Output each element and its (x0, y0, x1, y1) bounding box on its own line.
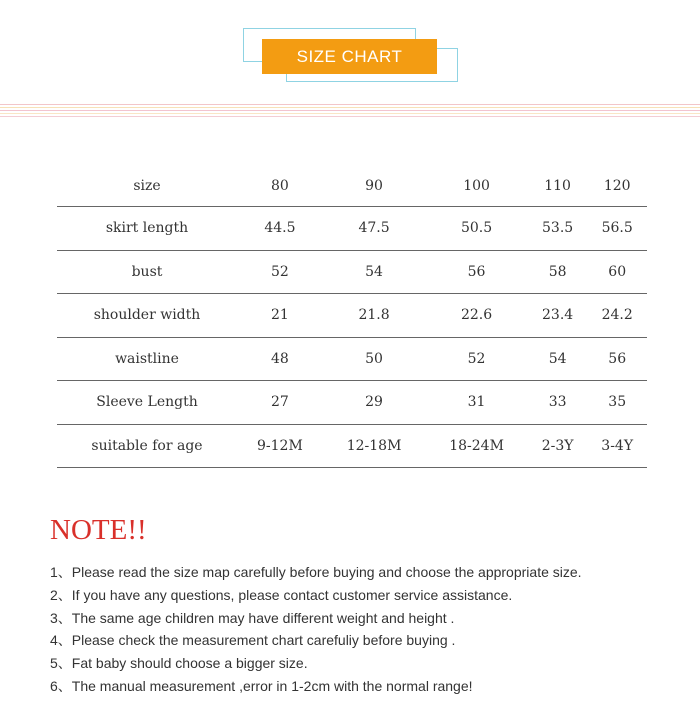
header-cell: 120 (587, 166, 647, 207)
table-cell: 23.4 (528, 294, 588, 338)
size-chart-banner (0, 0, 700, 140)
header-cell: 100 (425, 166, 528, 207)
decorative-stripes (0, 104, 700, 120)
table-row (57, 294, 647, 338)
table-header-row (57, 166, 647, 207)
note-title: NOTE!! (50, 514, 147, 546)
header-cell: 80 (237, 166, 323, 207)
table-cell: 24.2 (587, 294, 647, 338)
table-cell: 56 (587, 337, 647, 381)
table-cell: 18-24M (425, 424, 528, 468)
table-cell: 60 (587, 250, 647, 294)
table-cell: 58 (528, 250, 588, 294)
header-cell: 110 (528, 166, 588, 207)
table-cell: 56 (425, 250, 528, 294)
table-cell: 29 (323, 381, 426, 425)
note-item: 2、If you have any questions, please contact customer service assistance. (50, 586, 513, 603)
table-row (57, 381, 647, 425)
size-table (57, 166, 647, 468)
table-cell: 35 (587, 381, 647, 425)
header-cell: 90 (323, 166, 426, 207)
table-row (57, 207, 647, 251)
table-cell: 53.5 (528, 207, 588, 251)
note-item: 1、Please read the size map carefully before buying and choose the appropriate size. (50, 564, 582, 580)
row-label: waistline (57, 337, 237, 381)
table-cell: 27 (237, 381, 323, 425)
table-cell: 47.5 (323, 207, 426, 251)
size-chart-title: SIZE CHART (262, 39, 437, 74)
table-cell: 22.6 (425, 294, 528, 338)
table-cell: 2-3Y (528, 424, 588, 468)
table-cell: 50.5 (425, 207, 528, 251)
table-cell: 31 (425, 381, 528, 425)
table-cell: 56.5 (587, 207, 647, 251)
table-cell: 12-18M (323, 424, 426, 468)
row-label: suitable for age (57, 424, 237, 468)
table-row (57, 250, 647, 294)
table-cell: 33 (528, 381, 588, 425)
table-cell: 54 (323, 250, 426, 294)
note-item: 3、The same age children may have different weight and height . (50, 609, 455, 626)
table-cell: 48 (237, 337, 323, 381)
table-cell: 52 (237, 250, 323, 294)
note-item: 5、Fat baby should choose a bigger size. (50, 655, 308, 672)
table-cell: 21 (237, 294, 323, 338)
table-cell: 50 (323, 337, 426, 381)
row-label: Sleeve Length (57, 381, 237, 425)
note-list (50, 561, 582, 698)
table-row (57, 337, 647, 381)
table-cell: 21.8 (323, 294, 426, 338)
table-cell: 3-4Y (587, 424, 647, 468)
table-cell: 54 (528, 337, 588, 381)
table-cell: 44.5 (237, 207, 323, 251)
table-row (57, 424, 647, 468)
table-cell: 9-12M (237, 424, 323, 468)
row-label: shoulder width (57, 294, 237, 338)
note-item: 6、The manual measurement ,error in 1-2cm with the normal range! (50, 677, 473, 694)
row-label: bust (57, 250, 237, 294)
header-label: size (57, 166, 237, 207)
note-item: 4、Please check the measurement chart carefuliy before buying . (50, 632, 456, 649)
table-cell: 52 (425, 337, 528, 381)
row-label: skirt length (57, 207, 237, 251)
